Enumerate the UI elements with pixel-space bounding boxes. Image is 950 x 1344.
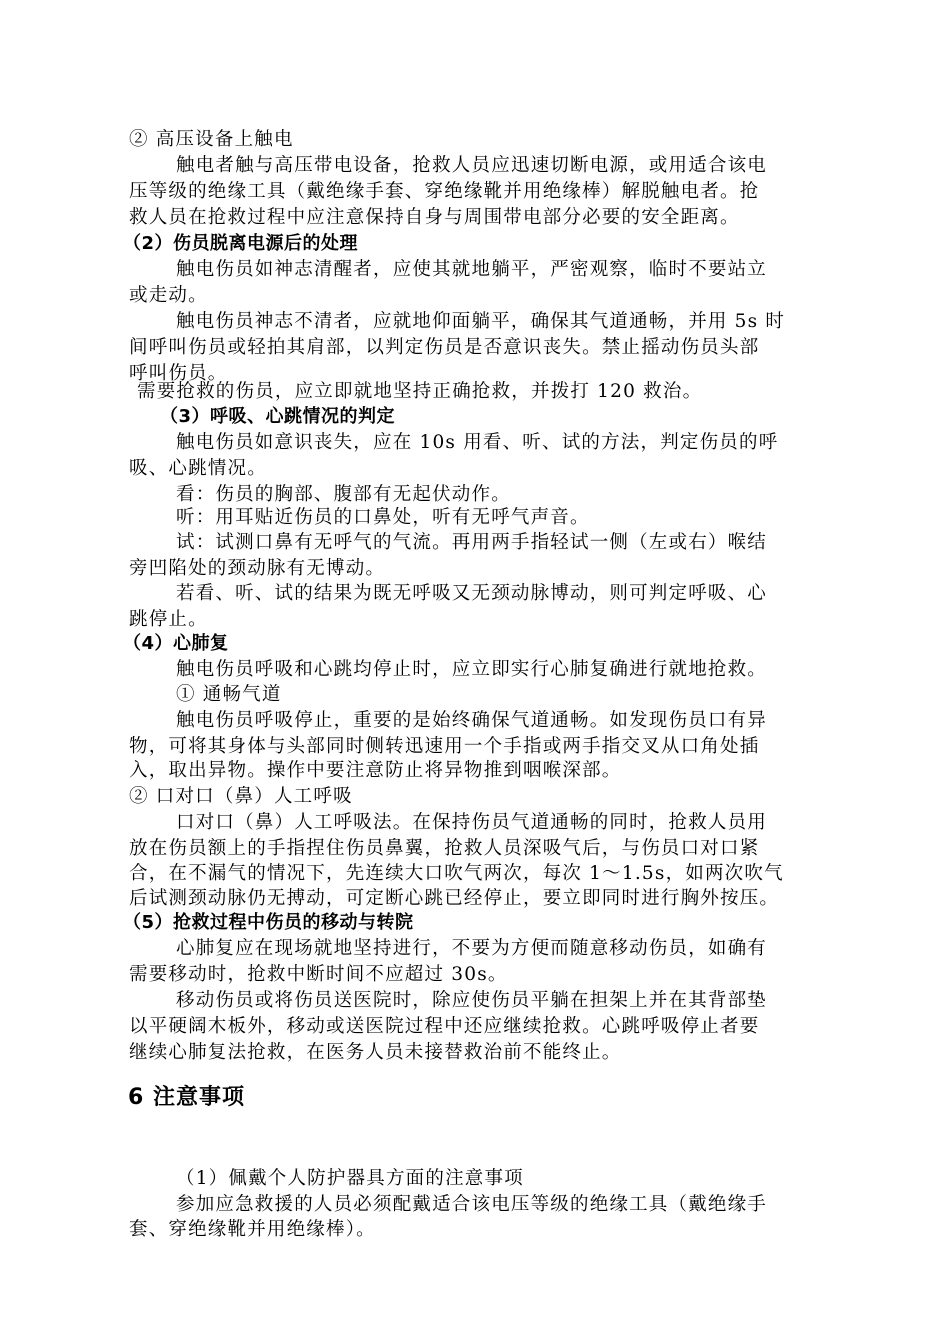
paragraph-line: 听：用耳贴近伤员的口鼻处，听有无呼气声音。 — [176, 507, 590, 528]
section-title: （4）心肺复 — [123, 633, 229, 654]
paragraph-line: 触电者触与高压带电设备，抢救人员应迅速切断电源，或用适合该电 — [176, 155, 768, 176]
paragraph-line: 合，在不漏气的情况下，先连续大口吹气两次，每次 1～1.5s，如两次吹气 — [129, 863, 784, 884]
section-title: （1）佩戴个人防护器具方面的注意事项 — [176, 1168, 524, 1189]
paragraph-line: 救人员在抢救过程中应注意保持自身与周围带电部分必要的安全距离。 — [129, 207, 740, 228]
paragraph-line: 放在伤员额上的手指捏住伤员鼻翼，抢救人员深吸气后，与伤员口对口紧 — [129, 838, 760, 859]
paragraph-line: 若看、听、试的结果为既无呼吸又无颈动脉博动，则可判定呼吸、心 — [176, 583, 768, 604]
paragraph-line: 套、穿绝缘靴并用绝缘棒）。 — [129, 1219, 376, 1240]
paragraph-line: 需要移动时，抢救中断时间不应超过 30s。 — [129, 964, 508, 985]
paragraph-line: 触电伤员神志不清者，应就地仰面躺平，确保其气道通畅，并用 5s 时 — [176, 311, 786, 332]
paragraph-line: 需要抢救的伤员，应立即就地坚持正确抢救，并拨打 120 救治。 — [137, 381, 703, 402]
subitem-title: ① 通畅气道 — [176, 684, 282, 705]
subitem-title: ② 高压设备上触电 — [129, 129, 294, 150]
paragraph-line: 触电伤员如意识丧失，应在 10s 用看、听、试的方法，判定伤员的呼 — [176, 432, 779, 453]
paragraph-line: 触电伤员如神志清醒者，应使其就地躺平，严密观察，临时不要站立 — [176, 259, 768, 280]
paragraph-line: 参加应急救援的人员必须配戴适合该电压等级的绝缘工具（戴绝缘手 — [176, 1194, 768, 1215]
paragraph-line: 入，取出异物。操作中要注意防止将异物推到咽喉深部。 — [129, 760, 622, 781]
paragraph-line: 间呼叫伤员或轻拍其肩部，以判定伤员是否意识丧失。禁止摇动伤员头部 — [129, 337, 760, 358]
paragraph-line: 或走动。 — [129, 285, 208, 306]
paragraph-line: 继续心肺复法抢救，在医务人员未接替救治前不能终止。 — [129, 1042, 622, 1063]
paragraph-line: 触电伤员呼吸和心跳均停止时，应立即实行心肺复确进行就地抢救。 — [176, 659, 768, 680]
paragraph-line: 看：伤员的胸部、腹部有无起伏动作。 — [176, 484, 511, 505]
paragraph-line: 跳停止。 — [129, 609, 208, 630]
paragraph-line: 压等级的绝缘工具（戴绝缘手套、穿绝缘靴并用绝缘棒）解脱触电者。抢 — [129, 181, 760, 202]
paragraph-line: 旁凹陷处的颈动脉有无博动。 — [129, 558, 386, 579]
subitem-title: ② 口对口（鼻）人工呼吸 — [129, 786, 353, 807]
paragraph-line: 物，可将其身体与头部同时侧转迅速用一个手指或两手指交叉从口角处插 — [129, 736, 760, 757]
section-title: （5）抢救过程中伤员的移动与转院 — [123, 912, 414, 933]
section-title: （3）呼吸、心跳情况的判定 — [160, 406, 396, 427]
paragraph-line: 后试测颈动脉仍无搏动，可定断心跳已经停止，要立即同时进行胸外按压。 — [129, 888, 780, 909]
paragraph-line: 以平硬阔木板外，移动或送医院过程中还应继续抢救。心跳呼吸停止者要 — [129, 1016, 760, 1037]
paragraph-line: 呼叫伤员。 — [129, 363, 228, 384]
paragraph-line: 触电伤员呼吸停止，重要的是始终确保气道通畅。如发现伤员口有异 — [176, 710, 768, 731]
chapter-heading: 6 注意事项 — [128, 1085, 245, 1110]
paragraph-line: 口对口（鼻）人工呼吸法。在保持伤员气道通畅的同时，抢救人员用 — [176, 812, 768, 833]
paragraph-line: 心肺复应在现场就地坚持进行，不要为方便而随意移动伤员，如确有 — [176, 938, 768, 959]
paragraph-line: 试：试测口鼻有无呼气的气流。再用两手指轻试一侧（左或右）喉结 — [176, 532, 768, 553]
section-title: （2）伤员脱离电源后的处理 — [123, 233, 359, 254]
paragraph-line: 吸、心跳情况。 — [129, 458, 267, 479]
paragraph-line: 移动伤员或将伤员送医院时，除应使伤员平躺在担架上并在其背部垫 — [176, 990, 768, 1011]
